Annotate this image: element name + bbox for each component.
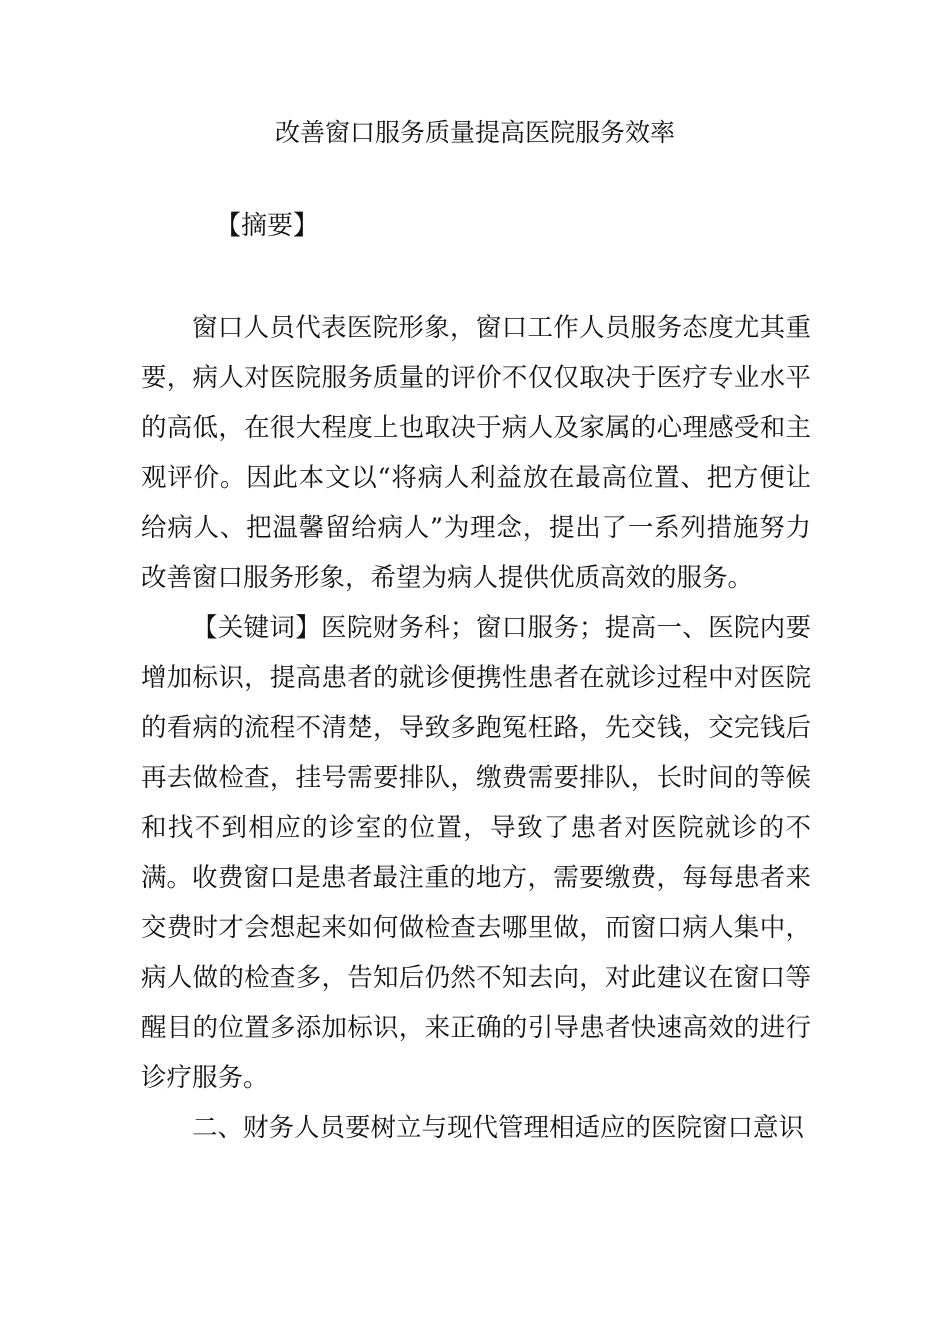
paragraph-text: 窗口人员代表医院形象，窗口工作人员服务态度尤其重要，病人对医院服务质量的评价不仅仅取决于医疗专业水平的高低，在很大程度上也取决于病人及家属的心理感受和主观评价。因此本文以“将病人利益放在最高位置、把方便让给病人、把温馨留给病人”为理念，提出了一系列措施努力改善窗口服务形象，希望为病人提供优质高效的服务。 — [141, 313, 811, 593]
abstract-heading: 【摘要】 — [215, 211, 320, 241]
document-title: 改善窗口服务质量提高医院服务效率 — [274, 118, 675, 147]
section-heading-two — [141, 1103, 811, 1153]
paragraph-text: 收费窗口是患者最注重的地方，需要缴费，每每患者来交费时才会想起来如何做检查去哪里做，而窗口病人集中，病人做的检查多，告知后仍然不知去向，对此建议在窗口等醒目的位置多添加标识，来正确的引导患者快速高效的进行诊疗服务。 — [141, 863, 811, 1093]
paragraph-fee-window — [141, 853, 811, 1103]
paragraph-text: 二、财务人员要树立与现代管理相适应的医院窗口意识 — [192, 1113, 805, 1143]
paragraph-text: 【关键词】医院财务科；窗口服务；提高一、医院内要增加标识，提高患者的就诊便携性患者在就诊过程中对医院的看病的流程不清楚，导致多跑冤枉路，先交钱，交完钱后再去做检查，挂号需要排队，缴费需要排队，长时间的等候和找不到相应的诊室的位置，导致了患者对医院就诊的不满。 — [141, 613, 811, 893]
paragraph-abstract — [141, 303, 811, 603]
